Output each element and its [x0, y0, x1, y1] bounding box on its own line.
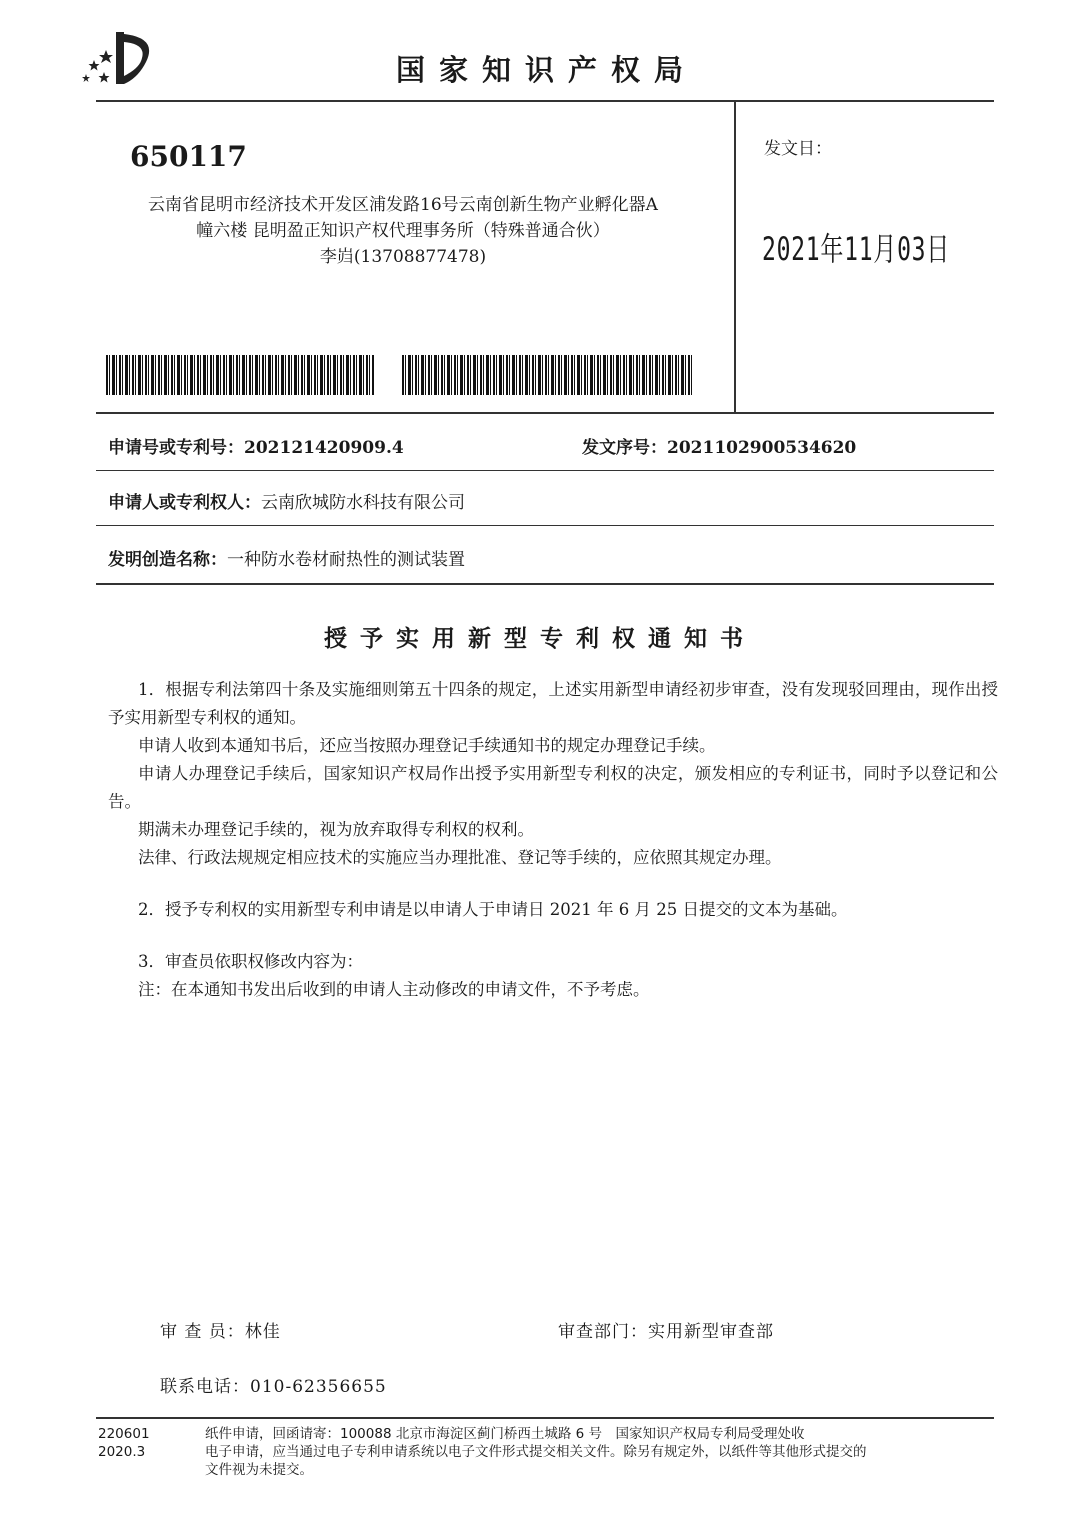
paragraph-1c: 期满未办理登记手续的，视为放弃取得专利权的权利。: [138, 820, 534, 839]
field-rule: [96, 470, 994, 471]
invention-label: 发明创造名称：: [108, 550, 227, 570]
serial-number: 2021102900534620: [667, 438, 857, 458]
department-label: 审查部门：: [558, 1322, 648, 1342]
serial-number-label: 发文序号：: [582, 438, 667, 458]
applicant-name: 云南欣城防水科技有限公司: [261, 493, 465, 513]
serial-number-field: [582, 433, 856, 458]
footer-line: 纸件申请，回函请寄：100088 北京市海淀区蓟门桥西土城路 6 号 国家知识产权局专利局受理处收: [205, 1426, 805, 1442]
invention-field: [108, 545, 465, 570]
examiner-name: 林佳: [244, 1322, 281, 1342]
examiner-label: 审 查 员：: [160, 1322, 245, 1342]
postcode: 650117: [130, 140, 247, 173]
paragraph-1d: 法律、行政法规规定相应技术的实施应当办理批准、登记等手续的，应依照其规定办理。: [138, 848, 782, 867]
applicant-field: [108, 488, 465, 513]
dispatch-date-value: 2021年11月03日: [762, 230, 951, 268]
form-code-2: 2020.3: [98, 1444, 146, 1460]
footer-rule: [96, 1417, 994, 1419]
phone-label: 联系电话：: [160, 1377, 250, 1397]
cnipa-logo-icon: [80, 28, 160, 88]
footer-line: 电子申请，应当通过电子专利申请系统以电子文件形式提交相关文件。除另有规定外，以纸件等其他形式提交的: [205, 1444, 867, 1460]
address-line: 李岿(13708877478): [319, 247, 487, 267]
applicant-label: 申请人或专利权人：: [108, 493, 261, 513]
notice-title: 授予实用新型专利权通知书: [324, 626, 756, 652]
header-rule-bottom: [96, 412, 994, 414]
date-box-divider: [734, 100, 736, 414]
paragraph-1b: 申请人办理登记手续后，国家知识产权局作出授予实用新型专利权的决定，颁发相应的专利证书，同时予以登记和公告。: [108, 764, 998, 811]
invention-title: 一种防水卷材耐热性的测试装置: [227, 550, 465, 570]
header-rule-top: [96, 100, 994, 102]
paragraph-2: 2．授予专利权的实用新型专利申请是以申请人于申请日 2021 年 6 月 25 日提交的文本为基础。: [138, 900, 848, 919]
application-number: 202121420909.4: [244, 438, 404, 458]
form-code-1: 220601: [98, 1426, 150, 1442]
application-number-label: 申请号或专利号：: [108, 438, 244, 458]
address-line: 幢六楼 昆明盈正知识产权代理事务所（特殊普通合伙）: [196, 221, 610, 241]
field-rule: [96, 583, 994, 585]
footer-line: 文件视为未提交。: [205, 1462, 313, 1478]
department-line: [558, 1317, 774, 1342]
paragraph-1a: 申请人收到本通知书后，还应当按照办理登记手续通知书的规定办理登记手续。: [138, 736, 716, 755]
department-name: 实用新型审查部: [648, 1322, 774, 1342]
agency-name: 国家知识产权局: [396, 53, 698, 87]
paragraph-3: 3．审查员依职权修改内容为：: [138, 952, 363, 971]
address-line: 云南省昆明市经济技术开发区浦发路16号云南创新生物产业孵化器A: [148, 195, 658, 215]
phone-line: [160, 1372, 387, 1397]
dispatch-date-label: 发文日：: [764, 139, 832, 159]
paragraph-1: 1．根据专利法第四十条及实施细则第五十四条的规定，上述实用新型申请经初步审查，没有发现驳回理由，现作出授予实用新型专利权的通知。: [108, 680, 998, 727]
application-number-field: [108, 433, 404, 458]
field-rule: [96, 525, 994, 526]
phone-number: 010-62356655: [250, 1377, 387, 1397]
barcode-left: [106, 355, 374, 395]
examiner-line: [160, 1317, 281, 1342]
note: 注：在本通知书发出后收到的申请人主动修改的申请文件，不予考虑。: [138, 980, 650, 999]
barcode-right: [402, 355, 694, 395]
recipient-address: [118, 192, 688, 270]
notice-body: [108, 676, 998, 1004]
footer-notes: [205, 1425, 1000, 1479]
